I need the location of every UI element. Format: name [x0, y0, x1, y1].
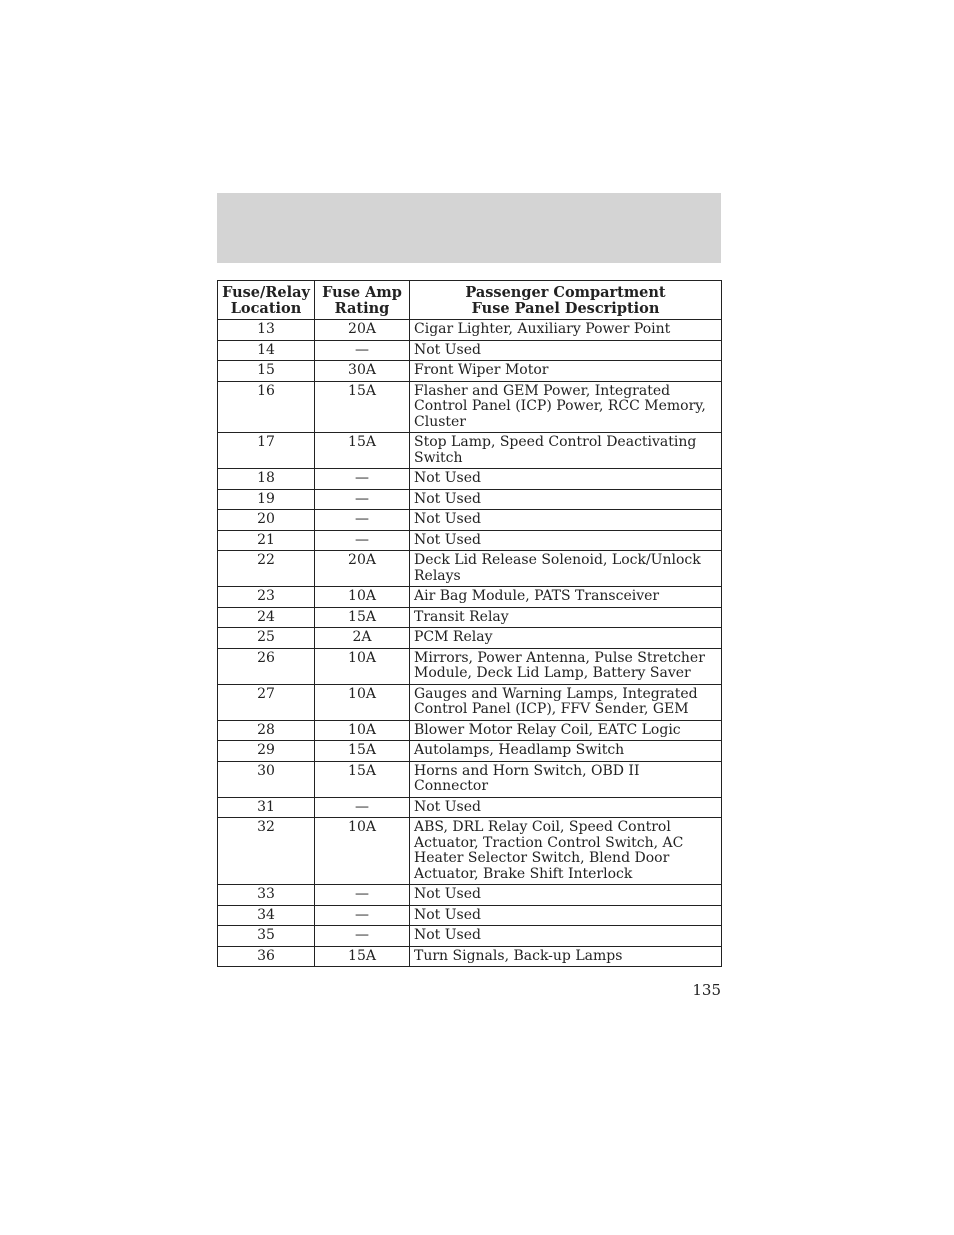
- cell-rating: 30A: [315, 361, 410, 382]
- cell-location: 27: [218, 684, 315, 720]
- cell-location: 34: [218, 905, 315, 926]
- cell-description: PCM Relay: [410, 628, 722, 649]
- cell-description: Not Used: [410, 530, 722, 551]
- table-row: [218, 530, 722, 551]
- cell-description: Air Bag Module, PATS Transceiver: [410, 587, 722, 608]
- table-row: [218, 489, 722, 510]
- cell-location: 14: [218, 340, 315, 361]
- cell-description: Not Used: [410, 510, 722, 531]
- section-header-band: [217, 193, 721, 263]
- cell-rating: 15A: [315, 607, 410, 628]
- cell-rating: —: [315, 530, 410, 551]
- cell-description: Not Used: [410, 905, 722, 926]
- table-row: [218, 797, 722, 818]
- cell-description: Not Used: [410, 885, 722, 906]
- cell-rating: 10A: [315, 818, 410, 885]
- cell-rating: 10A: [315, 587, 410, 608]
- cell-location: 32: [218, 818, 315, 885]
- cell-location: 13: [218, 320, 315, 341]
- cell-description: Cigar Lighter, Auxiliary Power Point: [410, 320, 722, 341]
- cell-location: 15: [218, 361, 315, 382]
- cell-location: 19: [218, 489, 315, 510]
- table-row: [218, 885, 722, 906]
- cell-rating: 15A: [315, 433, 410, 469]
- cell-location: 25: [218, 628, 315, 649]
- header-location: Fuse/Relay Location: [218, 281, 315, 320]
- cell-rating: —: [315, 905, 410, 926]
- fuse-table: [217, 280, 722, 967]
- cell-description: Not Used: [410, 340, 722, 361]
- table-row: [218, 381, 722, 433]
- cell-location: 36: [218, 946, 315, 967]
- cell-description: Deck Lid Release Solenoid, Lock/Unlock Relays: [410, 551, 722, 587]
- cell-location: 28: [218, 720, 315, 741]
- table-row: [218, 648, 722, 684]
- cell-location: 17: [218, 433, 315, 469]
- cell-description: Not Used: [410, 926, 722, 947]
- cell-description: Turn Signals, Back-up Lamps: [410, 946, 722, 967]
- cell-rating: 15A: [315, 761, 410, 797]
- header-rating: Fuse Amp Rating: [315, 281, 410, 320]
- cell-rating: 20A: [315, 320, 410, 341]
- table-row: [218, 361, 722, 382]
- cell-rating: —: [315, 926, 410, 947]
- table-row: [218, 761, 722, 797]
- cell-rating: 15A: [315, 381, 410, 433]
- table-row: [218, 628, 722, 649]
- table-row: [218, 587, 722, 608]
- cell-location: 26: [218, 648, 315, 684]
- table-body: [218, 320, 722, 967]
- table-row: [218, 946, 722, 967]
- cell-rating: 10A: [315, 684, 410, 720]
- cell-description: Not Used: [410, 469, 722, 490]
- table-header-row: [218, 281, 722, 320]
- table-row: [218, 607, 722, 628]
- cell-location: 29: [218, 741, 315, 762]
- page-number: 135: [692, 981, 721, 999]
- cell-rating: 10A: [315, 720, 410, 741]
- cell-rating: 15A: [315, 741, 410, 762]
- table-row: [218, 818, 722, 885]
- cell-rating: —: [315, 885, 410, 906]
- table-row: [218, 926, 722, 947]
- cell-rating: 2A: [315, 628, 410, 649]
- cell-description: Blower Motor Relay Coil, EATC Logic: [410, 720, 722, 741]
- table-row: [218, 340, 722, 361]
- cell-rating: —: [315, 340, 410, 361]
- table-row: [218, 320, 722, 341]
- cell-description: ABS, DRL Relay Coil, Speed Control Actuator, Traction Control Switch, AC Heater Selector Switch, Blend Door Actuator, Brake Shift Interlock: [410, 818, 722, 885]
- cell-rating: —: [315, 469, 410, 490]
- cell-rating: 10A: [315, 648, 410, 684]
- cell-description: Not Used: [410, 489, 722, 510]
- table-row: [218, 510, 722, 531]
- cell-description: Not Used: [410, 797, 722, 818]
- cell-rating: 15A: [315, 946, 410, 967]
- cell-location: 35: [218, 926, 315, 947]
- cell-description: Gauges and Warning Lamps, Integrated Control Panel (ICP), FFV Sender, GEM: [410, 684, 722, 720]
- cell-location: 16: [218, 381, 315, 433]
- cell-description: Front Wiper Motor: [410, 361, 722, 382]
- table-row: [218, 433, 722, 469]
- cell-location: 30: [218, 761, 315, 797]
- cell-description: Mirrors, Power Antenna, Pulse Stretcher Module, Deck Lid Lamp, Battery Saver: [410, 648, 722, 684]
- cell-location: 23: [218, 587, 315, 608]
- table-row: [218, 551, 722, 587]
- cell-description: Autolamps, Headlamp Switch: [410, 741, 722, 762]
- cell-location: 20: [218, 510, 315, 531]
- cell-description: Stop Lamp, Speed Control Deactivating Switch: [410, 433, 722, 469]
- table-row: [218, 720, 722, 741]
- table-row: [218, 469, 722, 490]
- cell-rating: 20A: [315, 551, 410, 587]
- cell-location: 22: [218, 551, 315, 587]
- cell-rating: —: [315, 797, 410, 818]
- cell-location: 24: [218, 607, 315, 628]
- cell-rating: —: [315, 489, 410, 510]
- cell-location: 21: [218, 530, 315, 551]
- cell-location: 18: [218, 469, 315, 490]
- cell-location: 31: [218, 797, 315, 818]
- cell-location: 33: [218, 885, 315, 906]
- table-row: [218, 905, 722, 926]
- cell-description: Flasher and GEM Power, Integrated Control Panel (ICP) Power, RCC Memory, Cluster: [410, 381, 722, 433]
- cell-description: Horns and Horn Switch, OBD II Connector: [410, 761, 722, 797]
- cell-description: Transit Relay: [410, 607, 722, 628]
- header-description: Passenger Compartment Fuse Panel Description: [410, 281, 722, 320]
- table-row: [218, 684, 722, 720]
- table-row: [218, 741, 722, 762]
- cell-rating: —: [315, 510, 410, 531]
